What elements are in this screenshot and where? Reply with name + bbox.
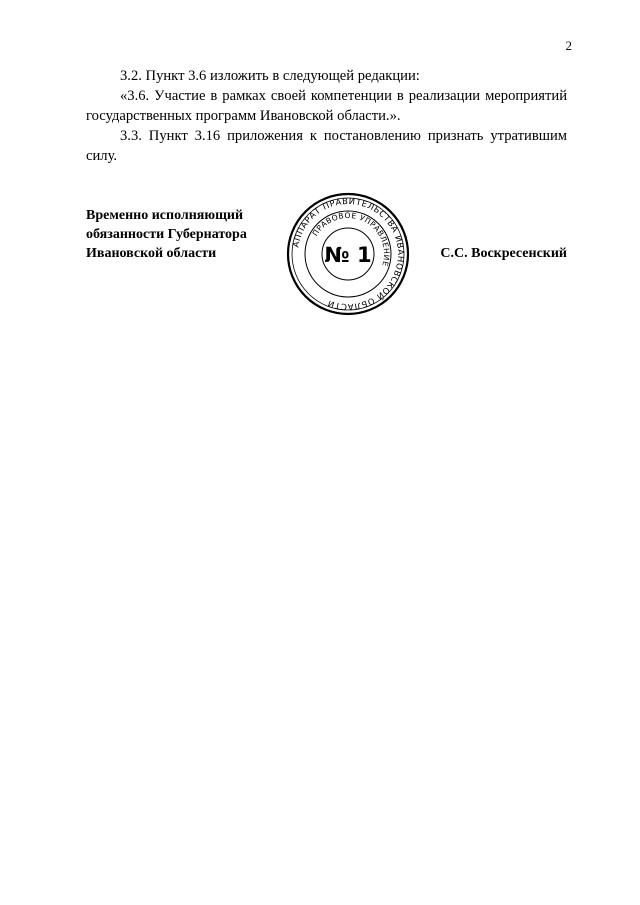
signer-position (86, 206, 247, 263)
signer-position-line: Временно исполняющий (86, 208, 244, 223)
seal-inner-text: ПРАВОВОЕ УПРАВЛЕНИЕ (310, 210, 392, 268)
page-number: 2 (565, 38, 572, 53)
seal-outer-text: АППАРАТ ПРАВИТЕЛЬСТВА ИВАНОВСКОЙ ОБЛАСТИ (290, 195, 407, 313)
signer-name: С.С. Воскресенский (440, 246, 567, 261)
official-seal-stamp (286, 192, 410, 316)
seal-graphic (286, 192, 410, 316)
paragraph-3-2: 3.2. Пункт 3.6 изложить в следующей редакции: (120, 68, 420, 84)
signer-position-line: обязанности Губернатора (86, 227, 247, 242)
seal-center-number: № 1 (324, 243, 372, 267)
paragraph-3-3: 3.3. Пункт 3.16 приложения к постановлению признать утратившим силу. (86, 128, 567, 164)
paragraph-3-6-text: «3.6. Участие в рамках своей компетенции в реализации мероприятий государственных программ Ивановской области.». (86, 88, 567, 124)
document-body (86, 66, 567, 166)
signer-position-line: Ивановской области (86, 246, 217, 261)
signature-block (86, 195, 567, 313)
